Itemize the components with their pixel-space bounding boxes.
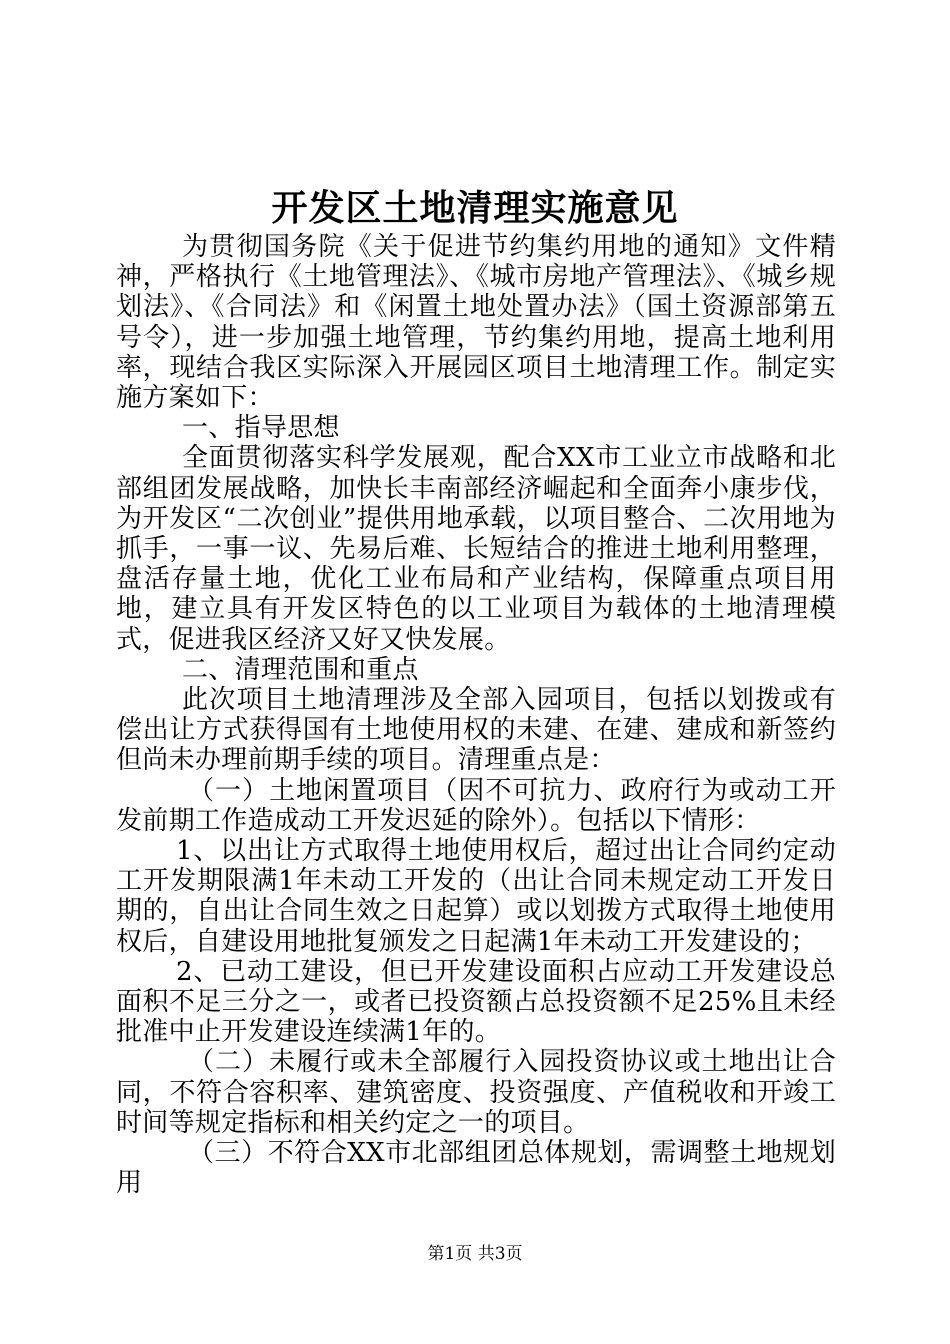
- sub-item-1: 1、以出让方式取得土地使用权后，超过出让合同约定动工开发期限满1年未动工开发的（出让合同未规定动工开发日期的，自出让合同生效之日起算）或以划拨方式取得土地使用权后，自建设用地批复颁发之日起满1年未动工开发建设的；: [116, 836, 836, 957]
- item-2-unfulfilled: （二）未履行或未全部履行入园投资协议或土地出让合同，不符合容积率、建筑密度、投资强度、产值税收和开竣工时间等规定指标和相关约定之一的项目。: [116, 1047, 836, 1138]
- page-footer: 第1页 共3页: [427, 1244, 523, 1264]
- sub-item-2: 2、已动工建设，但已开发建设面积占应动工开发建设总面积不足三分之一，或者已投资额占总投资额不足25%且未经批准中止开发建设连续满1年的。: [116, 956, 836, 1048]
- section-heading-scope: 二、清理范围和重点: [182, 654, 419, 685]
- intro-paragraph: 为贯彻国务院《关于促进节约集约用地的通知》文件精神，严格执行《土地管理法》、《城市房地产管理法》、《城乡规划法》、《合同法》和《闲置土地处置办法》（国土资源部第五号令），进一步加强土地管理，节约集约用地，提高土地利用率，现结合我区实际深入开展园区项目土地清理工作。制定实施方案如下：: [116, 232, 836, 414]
- document-body: [116, 232, 836, 1199]
- item-1-idle-land: （一）土地闲置项目（因不可抗力、政府行为或动工开发前期工作造成动工开发迟延的除外）。包括以下情形：: [116, 775, 836, 836]
- section-heading-guiding-ideology: 一、指导思想: [182, 413, 340, 444]
- document-title: 开发区土地清理实施意见: [271, 187, 679, 229]
- guiding-ideology-paragraph: 全面贯彻落实科学发展观，配合XX市工业立市战略和北部组团发展战略，加快长丰南部经济崛起和全面奔小康步伐，为开发区“二次创业”提供用地承载，以项目整合、二次用地为抓手，一事一议、先易后难、长短结合的推进土地利用整理，盘活存量土地，优化工业布局和产业结构，保障重点项目用地，建立具有开发区特色的以工业项目为载体的土地清理模式，促进我区经济又好又快发展。: [116, 443, 836, 655]
- item-3-planning: （三）不符合XX市北部组团总体规划，需调整土地规划用: [116, 1138, 836, 1199]
- scope-paragraph: 此次项目土地清理涉及全部入园项目，包括以划拨或有偿出让方式获得国有土地使用权的未建、在建、建成和新签约但尚未办理前期手续的项目。清理重点是：: [116, 685, 836, 776]
